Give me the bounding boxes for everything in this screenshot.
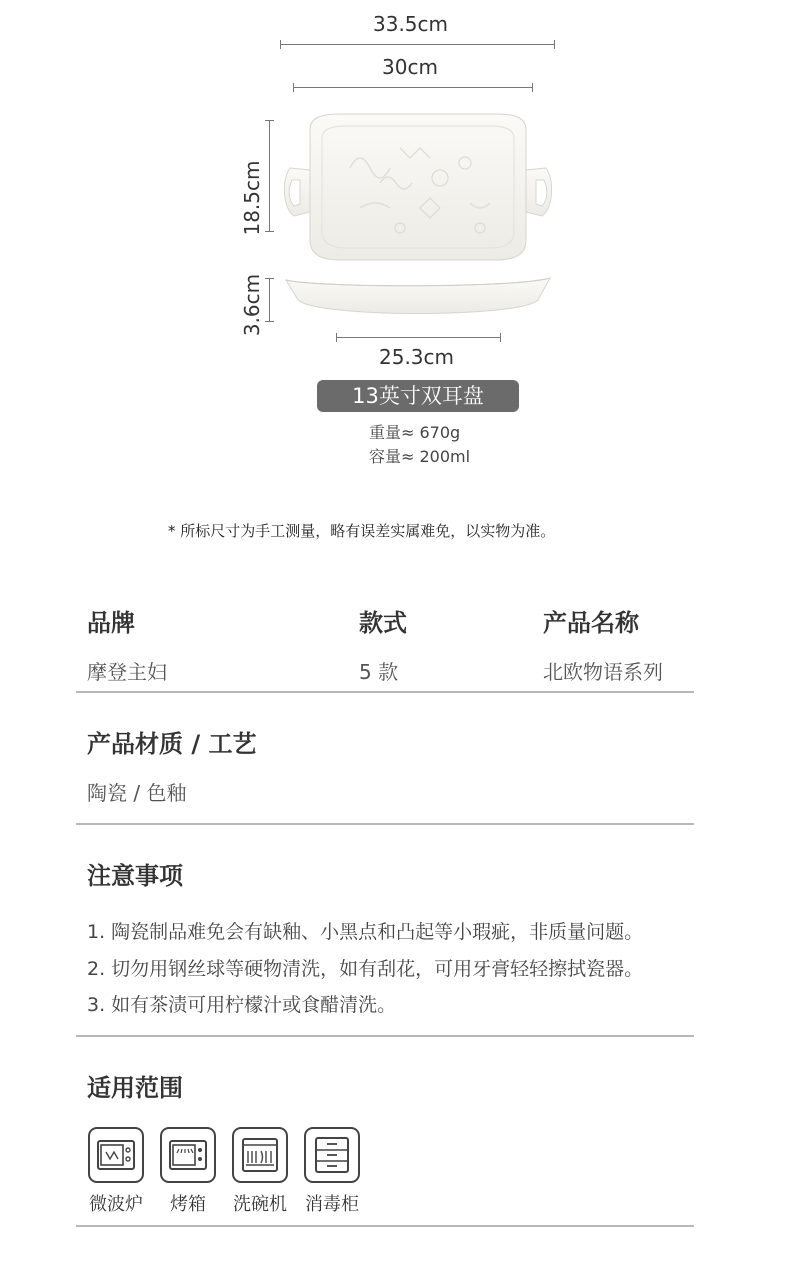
- style-value: 5 款: [359, 660, 399, 684]
- material-value: 陶瓷 / 色釉: [87, 781, 187, 805]
- product-name-value: 北欧物语系列: [543, 660, 663, 684]
- dim-height: 3.6cm: [240, 273, 264, 337]
- notice-item: 1. 陶瓷制品难免会有缺釉、小黑点和凸起等小瑕疵，非质量问题。: [87, 921, 644, 943]
- usage-label: 消毒柜: [305, 1194, 359, 1215]
- microwave-icon: [88, 1127, 144, 1183]
- measure-note: * 所标尺寸为手工测量，略有误差实属难免，以实物为准。: [168, 522, 556, 540]
- usage-title: 适用范围: [87, 1074, 183, 1102]
- dim-total-width: 33.5cm: [373, 12, 449, 36]
- plate-illustration: [280, 108, 556, 328]
- sterilizer-icon: [304, 1127, 360, 1183]
- usage-label: 洗碗机: [233, 1194, 287, 1215]
- divider: [76, 823, 694, 825]
- notice-item: 3. 如有茶渍可用柠檬汁或食醋清洗。: [87, 994, 397, 1016]
- dim-line-height: [269, 278, 270, 322]
- usage-label: 微波炉: [89, 1194, 143, 1215]
- notice-title: 注意事项: [87, 862, 183, 890]
- style-label: 款式: [359, 609, 407, 637]
- product-name-label: 产品名称: [543, 609, 639, 637]
- dim-inner-width: 30cm: [382, 55, 438, 79]
- dim-line-inner: [293, 87, 533, 88]
- dishwasher-icon: [232, 1127, 288, 1183]
- divider: [76, 1225, 694, 1227]
- dim-base-width: 25.3cm: [379, 345, 455, 369]
- divider: [76, 691, 694, 693]
- notice-item: 2. 切勿用钢丝球等硬物清洗，如有刮花，可用牙膏轻轻擦拭瓷器。: [87, 958, 644, 980]
- dim-line-depth: [269, 120, 270, 232]
- dim-depth: 18.5cm: [240, 160, 264, 236]
- oven-icon: [160, 1127, 216, 1183]
- divider: [76, 1035, 694, 1037]
- dim-line-base: [336, 337, 501, 338]
- dim-line-total: [280, 44, 555, 45]
- material-label: 产品材质 / 工艺: [87, 730, 257, 758]
- brand-label: 品牌: [87, 609, 135, 637]
- product-tag: 13英寸双耳盘: [317, 380, 519, 412]
- spec-weight: 重量≈ 670g: [369, 423, 461, 442]
- usage-label: 烤箱: [170, 1194, 206, 1215]
- brand-value: 摩登主妇: [87, 660, 167, 684]
- spec-capacity: 容量≈ 200ml: [369, 447, 471, 466]
